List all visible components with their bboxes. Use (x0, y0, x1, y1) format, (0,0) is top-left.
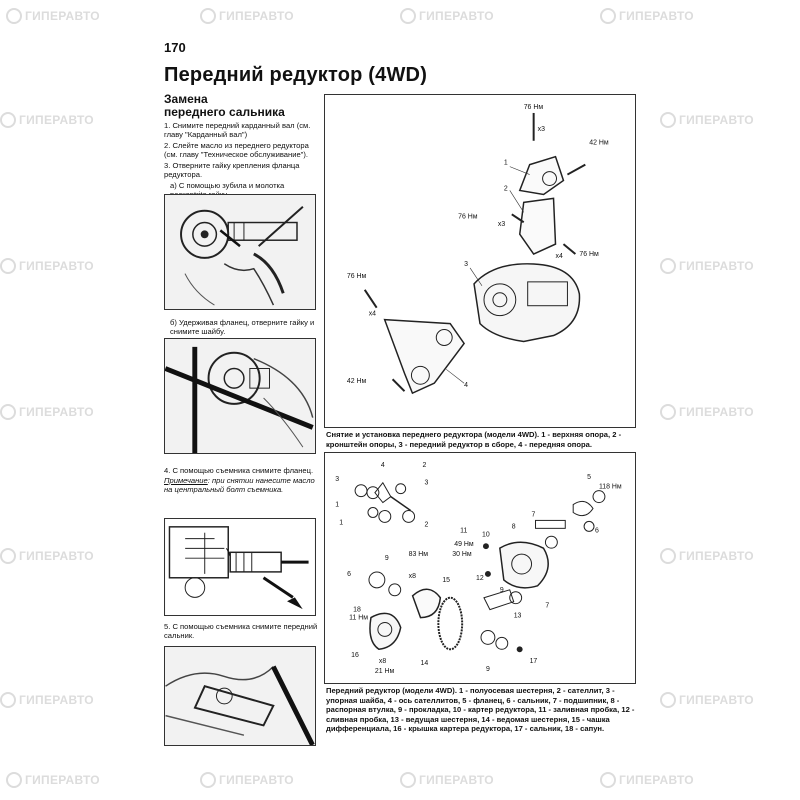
torque-label: 42 Нм (346, 378, 367, 386)
part-number: 14 (420, 660, 429, 668)
photo-hold-flange (164, 338, 316, 454)
torque-label: 118 Нм (598, 483, 622, 491)
watermark: ГИПЕРАВТО (0, 258, 94, 274)
watermark: ГИПЕРАВТО (660, 404, 754, 420)
step-5: 5. С помощью съемника снимите передний сальник. (164, 622, 318, 640)
watermark-logo-icon (400, 772, 416, 788)
part-number: 4 (380, 461, 385, 469)
part-number: 11 (460, 527, 468, 535)
photo-puller-seal-drawing (165, 647, 315, 745)
step-3b: б) Удерживая фланец, отверните гайку и снимите шайбу. (170, 318, 315, 336)
part-number: 9 (384, 555, 389, 563)
part-number: 10 (481, 531, 490, 539)
step-2: 2. Слейте масло из переднего редуктора (см. главу "Техническое обслуживание"). (164, 141, 309, 159)
diagram-exploded-view-drawing (325, 453, 635, 683)
step-3a: а) С помощью зубила и молотка (170, 181, 285, 190)
photo-hold-flange-drawing (165, 339, 315, 453)
diagram-exploded-view (324, 452, 636, 684)
part-number: 6 (347, 570, 352, 578)
part-number: 17 (529, 658, 538, 666)
note-text: : при снятии нанесите масло на центральный болт съемника. (164, 476, 315, 494)
torque-label: 42 Нм (589, 139, 609, 147)
torque-label: 76 Нм (346, 272, 367, 280)
part-number: 4 (464, 382, 468, 390)
part-number: 18 (353, 606, 361, 614)
watermark-logo-icon (660, 548, 676, 564)
part-number: 1 (339, 519, 344, 527)
qty-label: x8 (378, 658, 387, 666)
step-5-block (164, 620, 320, 640)
torque-label: 83 Нм (408, 551, 429, 559)
watermark-logo-icon (660, 404, 676, 420)
torque-label: 76 Нм (523, 103, 544, 111)
watermark-logo-icon (0, 404, 16, 420)
watermark: ГИПЕРАВТО (0, 404, 94, 420)
watermark-logo-icon (660, 258, 676, 274)
step-4: 4. С помощью съемника снимите фланец. (164, 466, 314, 475)
diagram-2-caption: Передний редуктор (модели 4WD). 1 - полуосевая шестерня, 2 - сателлит, 3 - упорная шайба, 4 - ось сателлитов, 5 - фланец, 6 - сальник, 7 - подшипник, 8 - распорная втулка, 9 - прокладка, 10 - картер редуктора, 11 - заливная пробка, 12 - сливная пробка, 13 - ведущая шестерня, 14 - ведомая шестерня, 15 - чашка дифференциала, 16 - крышка картера редуктора, 17 - сальник, 18 - сапун. (326, 686, 635, 733)
watermark-logo-icon (200, 8, 216, 24)
part-number: 7 (531, 511, 536, 519)
torque-label: 21 Нм (374, 668, 395, 676)
watermark: ГИПЕРАВТО (600, 8, 694, 24)
watermark: ГИПЕРАВТО (200, 8, 294, 24)
page-number: 170 (164, 40, 186, 55)
watermark-logo-icon (0, 692, 16, 708)
part-number: 3 (424, 479, 429, 487)
watermark-logo-icon (660, 112, 676, 128)
watermark: ГИПЕРАВТО (660, 548, 754, 564)
part-number: 12 (476, 574, 484, 582)
watermark-logo-icon (600, 772, 616, 788)
note-label: Примечание (164, 476, 208, 485)
part-number: 6 (595, 527, 599, 535)
part-number: 2 (503, 185, 508, 193)
diagram-1-caption: Снятие и установка переднего редуктора (модели 4WD). 1 - верхняя опора, 2 - кронштейн опоры, 3 - передний редуктор в сборе, 4 - передняя опора. (326, 430, 622, 449)
torque-label: 76 Нм (579, 251, 599, 259)
part-number: 5 (587, 473, 591, 481)
watermark: ГИПЕРАВТО (660, 258, 754, 274)
watermark-logo-icon (660, 692, 676, 708)
watermark: ГИПЕРАВТО (0, 548, 94, 564)
watermark-logo-icon (6, 772, 22, 788)
watermark-logo-icon (200, 772, 216, 788)
watermark: ГИПЕРАВТО (200, 772, 294, 788)
watermark-logo-icon (600, 8, 616, 24)
step-3b-block (164, 316, 320, 336)
page-title: Передний редуктор (4WD) (164, 64, 428, 86)
qty-label: x4 (368, 310, 377, 318)
photo-puller-flange (164, 518, 316, 616)
photo-puller-seal (164, 646, 316, 746)
diagram-removal-installation (324, 94, 636, 428)
watermark: ГИПЕРАВТО (400, 8, 494, 24)
photo-chisel-nut (164, 194, 316, 310)
watermark: ГИПЕРАВТО (400, 772, 494, 788)
part-number: 9 (485, 666, 490, 674)
part-number: 1 (503, 159, 508, 167)
section-heading-2: переднего сальника (164, 105, 285, 119)
section-heading: Замена (164, 92, 208, 106)
step-3: 3. Отверните гайку крепления фланца редуктора. (164, 161, 300, 179)
watermark: ГИПЕРАВТО (6, 772, 100, 788)
watermark: ГИПЕРАВТО (0, 692, 94, 708)
note (164, 476, 320, 494)
watermark-logo-icon (6, 8, 22, 24)
diagram-removal-installation-drawing (325, 95, 635, 427)
watermark-logo-icon (0, 112, 16, 128)
part-number: 3 (464, 260, 468, 268)
part-number: 2 (424, 521, 429, 529)
left-column (164, 93, 320, 199)
torque-label: 76 Нм (458, 213, 478, 221)
part-number: 3 (335, 475, 340, 483)
photo-chisel-nut-drawing (165, 195, 315, 309)
part-number: 9 (499, 586, 504, 594)
part-number: 1 (335, 501, 340, 509)
photo-puller-flange-drawing (165, 519, 315, 615)
step-4-block (164, 464, 320, 494)
watermark: ГИПЕРАВТО (660, 112, 754, 128)
step-1: 1. Снимите передний карданный вал (см. главу "Карданный вал") (164, 121, 311, 139)
torque-label: 30 Нм (452, 551, 472, 559)
watermark: ГИПЕРАВТО (600, 772, 694, 788)
part-number: 2 (422, 461, 427, 469)
watermark-logo-icon (0, 548, 16, 564)
part-number: 16 (351, 652, 359, 660)
watermark-logo-icon (0, 258, 16, 274)
torque-label: 49 Нм (454, 541, 474, 549)
watermark-logo-icon (400, 8, 416, 24)
part-number: 7 (545, 602, 550, 610)
torque-label: 11 Нм (349, 614, 369, 622)
part-number: 8 (511, 523, 516, 531)
qty-label: x3 (497, 221, 506, 229)
watermark: ГИПЕРАВТО (6, 8, 100, 24)
part-number: 15 (442, 576, 451, 584)
qty-label: x8 (408, 572, 416, 580)
watermark: ГИПЕРАВТО (660, 692, 754, 708)
part-number: 13 (513, 612, 522, 620)
qty-label: x3 (537, 125, 545, 133)
qty-label: x4 (555, 253, 563, 261)
watermark: ГИПЕРАВТО (0, 112, 94, 128)
